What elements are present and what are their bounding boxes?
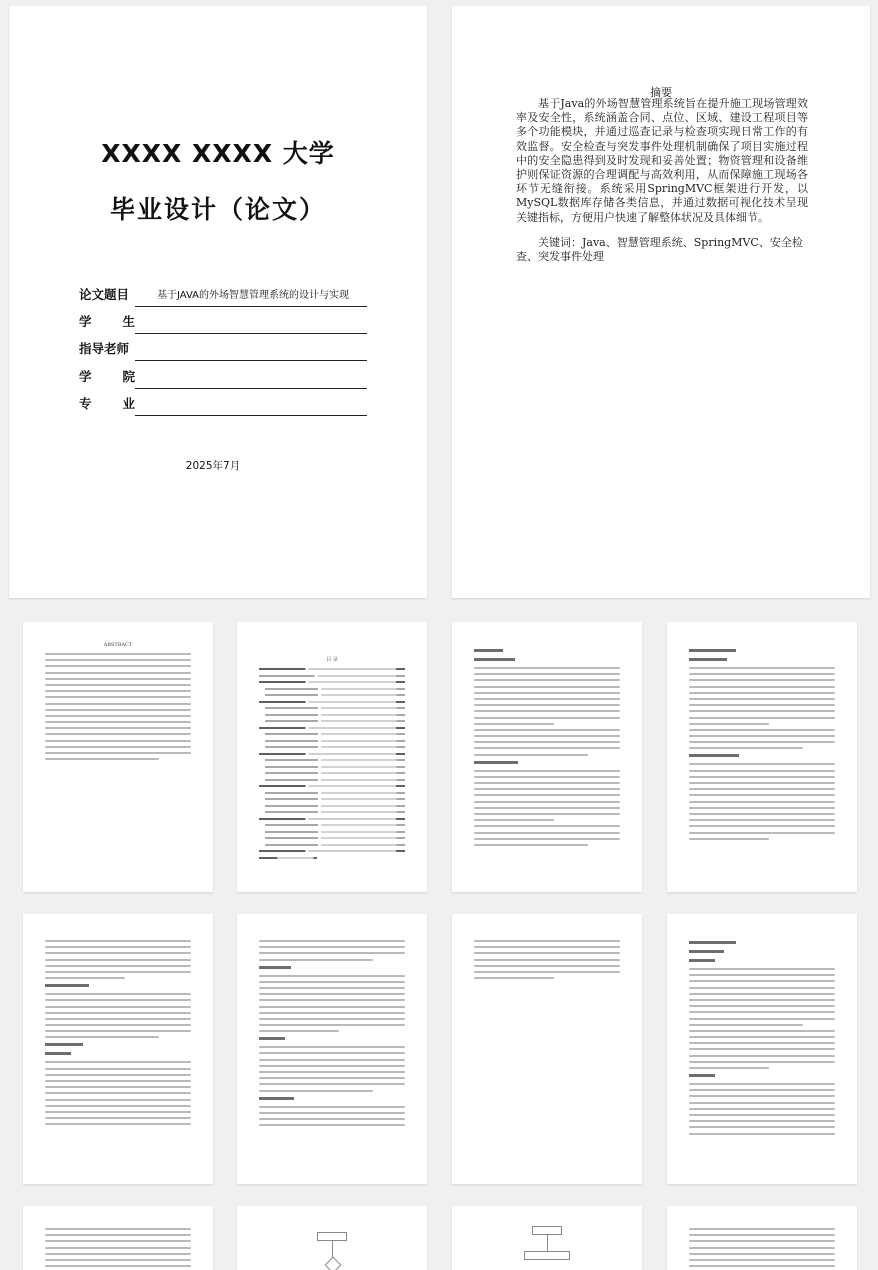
text-line xyxy=(45,1099,191,1101)
text-line xyxy=(259,1112,405,1114)
text-line xyxy=(259,1077,405,1079)
text-line xyxy=(689,770,835,772)
section-heading-line xyxy=(689,754,739,757)
text-line xyxy=(474,819,554,821)
text-line xyxy=(689,1067,769,1069)
toc-entry xyxy=(259,675,405,677)
text-line xyxy=(474,959,620,961)
text-line xyxy=(689,999,835,1001)
toc-entry xyxy=(265,792,405,794)
field-value-title: 基于JAVA的外场智慧管理系统的设计与实现 xyxy=(157,290,350,301)
text-line xyxy=(45,977,125,979)
text-line xyxy=(689,788,835,790)
field-label: 论文题目 xyxy=(79,287,130,302)
text-line xyxy=(45,1036,159,1038)
text-line xyxy=(45,740,191,742)
field-row-major xyxy=(79,390,379,416)
diagram-node xyxy=(317,1232,347,1241)
toc-entry xyxy=(265,694,405,696)
text-line xyxy=(689,729,835,731)
text-line xyxy=(689,679,835,681)
text-line xyxy=(689,1259,835,1261)
text-line xyxy=(45,1259,191,1261)
text-line xyxy=(474,825,620,827)
text-line xyxy=(474,717,620,719)
text-line xyxy=(45,678,191,680)
text-line xyxy=(45,715,191,717)
university-name: XXXX XXXX 大学 xyxy=(101,139,335,168)
diagram-node xyxy=(532,1226,562,1235)
text-line xyxy=(689,1126,835,1128)
section-heading-line xyxy=(474,658,515,661)
text-line xyxy=(259,1118,405,1120)
toc-entry xyxy=(265,720,405,722)
text-line xyxy=(45,971,191,973)
toc-entry xyxy=(259,681,405,683)
text-line xyxy=(45,721,191,723)
text-line xyxy=(474,940,620,942)
text-line xyxy=(474,813,620,815)
diagram-connector xyxy=(547,1235,548,1251)
text-line xyxy=(689,819,835,821)
text-line xyxy=(474,788,620,790)
text-line xyxy=(259,1012,405,1014)
text-line xyxy=(45,1086,191,1088)
text-line xyxy=(474,667,620,669)
text-line xyxy=(689,1102,835,1104)
text-line xyxy=(45,703,191,705)
text-line xyxy=(259,993,405,995)
toc-entry xyxy=(259,857,317,859)
text-line xyxy=(45,659,191,661)
text-line xyxy=(45,1024,191,1026)
field-label xyxy=(79,312,135,330)
label-char: 专 xyxy=(79,396,92,411)
text-line xyxy=(259,940,405,942)
text-line xyxy=(689,1247,835,1249)
page-text-block xyxy=(474,644,620,850)
text-line xyxy=(689,1018,835,1020)
text-line xyxy=(689,974,835,976)
field-row-college xyxy=(79,363,379,389)
text-line xyxy=(45,946,191,948)
toc-entry xyxy=(265,707,405,709)
text-line xyxy=(45,653,191,655)
text-line xyxy=(45,965,191,967)
page-13[interactable] xyxy=(452,1206,642,1270)
text-line xyxy=(474,838,620,840)
text-line xyxy=(689,717,835,719)
chapter1-page[interactable] xyxy=(452,622,642,892)
toc-entry xyxy=(265,824,405,826)
text-line xyxy=(474,794,620,796)
text-line xyxy=(474,946,620,948)
text-line xyxy=(45,1006,191,1008)
text-line xyxy=(474,723,554,725)
abstract-page[interactable] xyxy=(452,6,870,598)
text-line xyxy=(689,832,835,834)
text-line xyxy=(45,1030,191,1032)
text-line xyxy=(689,763,835,765)
section-heading-line xyxy=(45,1043,83,1046)
toc-entry xyxy=(265,746,405,748)
section-heading-line xyxy=(689,950,724,953)
text-line xyxy=(689,1265,835,1267)
text-line xyxy=(689,825,835,827)
text-line xyxy=(474,977,554,979)
text-line xyxy=(474,698,620,700)
text-line xyxy=(689,1005,835,1007)
text-line xyxy=(474,754,588,756)
text-line xyxy=(45,1234,191,1236)
text-line xyxy=(259,1106,405,1108)
label-char: 院 xyxy=(122,369,135,384)
text-line xyxy=(45,709,191,711)
text-line xyxy=(45,1265,191,1267)
section-heading-line xyxy=(474,761,518,764)
text-line xyxy=(259,946,405,948)
text-line xyxy=(474,692,620,694)
text-line xyxy=(474,776,620,778)
page-text-block xyxy=(689,644,835,844)
text-line xyxy=(474,710,620,712)
field-underline xyxy=(135,360,367,361)
text-line xyxy=(689,741,835,743)
text-line xyxy=(689,1061,835,1063)
text-line xyxy=(474,729,620,731)
cover-page[interactable] xyxy=(9,6,427,598)
page-text-block xyxy=(474,940,620,983)
text-line xyxy=(689,1011,835,1013)
text-line xyxy=(259,1124,405,1126)
text-line xyxy=(689,1234,835,1236)
text-line xyxy=(45,1253,191,1255)
text-line xyxy=(689,1120,835,1122)
text-line xyxy=(474,971,620,973)
text-line xyxy=(474,801,620,803)
text-line xyxy=(259,1006,405,1008)
text-line xyxy=(689,813,835,815)
field-underline xyxy=(135,333,367,334)
page-14[interactable] xyxy=(667,1206,857,1270)
text-line xyxy=(474,782,620,784)
text-line xyxy=(689,704,835,706)
diagram-decision xyxy=(325,1257,342,1270)
text-line xyxy=(689,980,835,982)
page-7[interactable] xyxy=(23,914,213,1184)
text-line xyxy=(45,940,191,942)
text-line xyxy=(45,746,191,748)
text-line xyxy=(45,1240,191,1242)
toc-entry xyxy=(265,837,405,839)
page-heading: 目 录 xyxy=(326,657,338,663)
page-text-block xyxy=(259,940,405,1130)
page-8[interactable] xyxy=(237,914,427,1184)
field-underline xyxy=(135,306,367,307)
text-line xyxy=(689,801,835,803)
text-line xyxy=(689,1036,835,1038)
section-heading-line xyxy=(689,649,736,652)
text-line xyxy=(259,1065,405,1067)
toc-entry xyxy=(265,714,405,716)
chapter3-page[interactable] xyxy=(667,914,857,1184)
text-line xyxy=(45,1074,191,1076)
abstract-body: 基于Java的外场智慧管理系统旨在提升施工现场管理效率及安全性，系统涵盖合同、点位、区域、建设工程项目等多个功能模块，并通过巡查记录与检查项实现日常工作的有效监督。安全检查与突发事件处理机制确保了项目实施过程中的安全隐患得到及时发现和妥善处置；物资管理和设备维护则保证资源的合理调配与高效利用，从而保障施工现场各环节无缝衔接。系统采用SpringMVC框架进行开发，以MySQL数据库存储各类信息，并通过数据可视化技术呈现关键指标，方便用户快速了解整体状况及具体细节。 xyxy=(516,97,808,224)
toc-entry xyxy=(265,798,405,800)
text-line xyxy=(45,727,191,729)
field-row-title xyxy=(79,281,379,307)
toc-entry xyxy=(265,688,405,690)
toc-entry xyxy=(265,831,405,833)
field-underline xyxy=(135,415,367,416)
label-char: 生 xyxy=(122,314,135,329)
text-line xyxy=(689,735,835,737)
section-heading-line xyxy=(474,649,503,652)
page-text-block xyxy=(45,653,191,764)
text-line xyxy=(259,999,405,1001)
page-text-block xyxy=(45,940,191,1130)
chapter2-page[interactable] xyxy=(667,622,857,892)
toc-entry xyxy=(265,759,405,761)
english-abstract-page[interactable] xyxy=(23,622,213,892)
label-char: 业 xyxy=(122,396,135,411)
text-line xyxy=(689,673,835,675)
text-line xyxy=(45,665,191,667)
text-line xyxy=(45,1105,191,1107)
text-line xyxy=(689,1240,835,1242)
text-line xyxy=(474,747,620,749)
text-line xyxy=(45,1247,191,1249)
text-line xyxy=(689,1055,835,1057)
field-label xyxy=(79,394,135,412)
text-line xyxy=(474,679,620,681)
text-line xyxy=(474,770,620,772)
text-line xyxy=(689,747,803,749)
text-line xyxy=(259,959,373,961)
text-line xyxy=(689,692,835,694)
text-line xyxy=(45,1123,191,1125)
field-label xyxy=(79,367,135,385)
text-line xyxy=(689,686,835,688)
text-line xyxy=(259,952,405,954)
field-underline xyxy=(135,388,367,389)
text-line xyxy=(45,1068,191,1070)
text-line xyxy=(689,993,835,995)
page-text-block xyxy=(689,936,835,1139)
text-line xyxy=(689,1048,835,1050)
text-line xyxy=(689,710,835,712)
text-line xyxy=(259,975,405,977)
text-line xyxy=(45,690,191,692)
section-heading-line xyxy=(45,984,89,987)
toc-entry xyxy=(259,701,405,703)
field-row-advisor xyxy=(79,335,379,361)
text-line xyxy=(259,1052,405,1054)
text-line xyxy=(689,987,835,989)
toc-entry xyxy=(259,850,405,852)
text-line xyxy=(45,684,191,686)
toc-entry xyxy=(259,818,405,820)
text-line xyxy=(259,1018,405,1020)
text-line xyxy=(45,952,191,954)
text-line xyxy=(474,965,620,967)
text-line xyxy=(474,686,620,688)
thesis-heading: 毕业设计（论文） xyxy=(109,195,326,224)
text-line xyxy=(689,1042,835,1044)
section-heading-line xyxy=(259,1037,285,1040)
text-line xyxy=(45,1018,191,1020)
toc-entry xyxy=(265,779,405,781)
section-heading-line xyxy=(259,966,291,969)
page-text-block xyxy=(45,1228,191,1270)
text-line xyxy=(45,696,191,698)
toc-entry xyxy=(259,727,405,729)
text-line xyxy=(474,844,588,846)
page-12[interactable] xyxy=(237,1206,427,1270)
section-heading-line xyxy=(259,1097,294,1100)
text-line xyxy=(474,735,620,737)
text-line xyxy=(689,698,835,700)
text-line xyxy=(259,1090,373,1092)
toc-entry xyxy=(265,766,405,768)
text-line xyxy=(474,704,620,706)
text-line xyxy=(45,1080,191,1082)
text-line xyxy=(689,1083,835,1085)
text-line xyxy=(474,832,620,834)
text-line xyxy=(689,794,835,796)
text-line xyxy=(45,1012,191,1014)
text-line xyxy=(689,1114,835,1116)
text-line xyxy=(689,1024,803,1026)
text-line xyxy=(689,782,835,784)
text-line xyxy=(689,1253,835,1255)
page-text-block xyxy=(689,1228,835,1270)
text-line xyxy=(45,1111,191,1113)
text-line xyxy=(259,1024,405,1026)
text-line xyxy=(259,1046,405,1048)
toc-entry xyxy=(265,733,405,735)
text-line xyxy=(689,838,769,840)
text-line xyxy=(474,952,620,954)
toc-entry xyxy=(265,811,405,813)
text-line xyxy=(474,807,620,809)
toc-entry xyxy=(265,772,405,774)
toc-page[interactable] xyxy=(237,622,427,892)
text-line xyxy=(689,776,835,778)
text-line xyxy=(689,968,835,970)
label-char: 学 xyxy=(79,369,92,384)
text-line xyxy=(689,807,835,809)
section-heading-line xyxy=(689,941,736,944)
toc-entry xyxy=(265,805,405,807)
text-line xyxy=(45,1061,191,1063)
field-row-student xyxy=(79,308,379,334)
text-line xyxy=(689,667,835,669)
text-line xyxy=(259,1030,339,1032)
section-heading-line xyxy=(45,1052,71,1055)
text-line xyxy=(259,1059,405,1061)
text-line xyxy=(689,1108,835,1110)
text-line xyxy=(45,999,191,1001)
toc-entry xyxy=(265,844,405,846)
toc-entry xyxy=(265,740,405,742)
page-11[interactable] xyxy=(23,1206,213,1270)
text-line xyxy=(474,673,620,675)
text-line xyxy=(45,758,159,760)
text-line xyxy=(689,1133,835,1135)
text-line xyxy=(259,987,405,989)
cover-date: 2025年7月 xyxy=(185,460,241,472)
text-line xyxy=(45,1117,191,1119)
section-heading-line xyxy=(689,1074,715,1077)
text-line xyxy=(45,993,191,995)
section-heading-line xyxy=(689,959,715,962)
text-line xyxy=(45,959,191,961)
field-label: 指导老师 xyxy=(79,341,130,356)
text-line xyxy=(474,741,620,743)
page-heading: ABSTRACT xyxy=(103,642,133,648)
text-line xyxy=(45,1092,191,1094)
abstract-keywords: 关键词：Java、智慧管理系统、SpringMVC、安全检查、突发事件处理 xyxy=(516,236,803,264)
section-heading-line xyxy=(689,658,727,661)
text-line xyxy=(45,752,191,754)
toc-entry xyxy=(259,753,405,755)
diagram-node xyxy=(524,1251,570,1260)
text-line xyxy=(259,1071,405,1073)
text-line xyxy=(259,1083,405,1085)
text-line xyxy=(259,981,405,983)
text-line xyxy=(45,733,191,735)
page-text-block xyxy=(259,668,405,863)
toc-entry xyxy=(259,785,405,787)
abstract-title: 摘要 xyxy=(650,86,672,99)
page-9[interactable] xyxy=(452,914,642,1184)
text-line xyxy=(689,1030,835,1032)
text-line xyxy=(689,723,769,725)
text-line xyxy=(689,1089,835,1091)
text-line xyxy=(689,1095,835,1097)
text-line xyxy=(45,672,191,674)
toc-entry xyxy=(259,668,405,670)
text-line xyxy=(689,1228,835,1230)
text-line xyxy=(45,1228,191,1230)
label-char: 学 xyxy=(79,314,92,329)
